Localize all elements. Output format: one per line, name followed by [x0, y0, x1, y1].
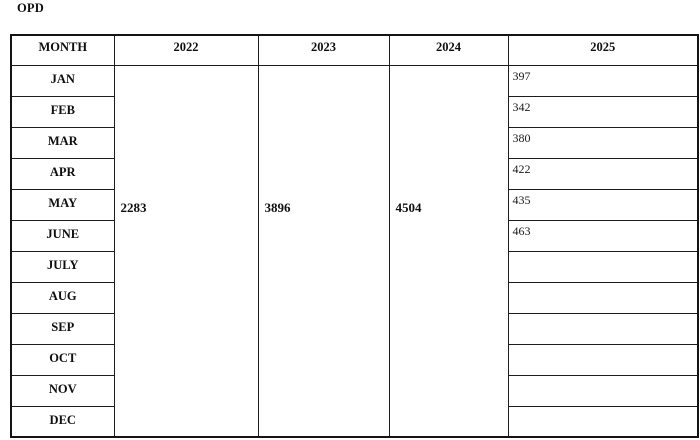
month-cell-july: JULY: [11, 251, 114, 282]
month-cell-mar: MAR: [11, 127, 114, 158]
year-total-cell-2022: 2283: [114, 65, 258, 437]
value-2025-may: 435: [508, 189, 698, 220]
opd-table: [10, 34, 699, 438]
value-2025-feb: 342: [508, 96, 698, 127]
value-2025-june: 463: [508, 220, 698, 251]
column-header-2025: 2025: [508, 35, 698, 65]
month-cell-june: JUNE: [11, 220, 114, 251]
page-title: OPD: [17, 1, 44, 15]
month-cell-aug: AUG: [11, 282, 114, 313]
column-header-2022: 2022: [114, 35, 258, 65]
month-cell-sep: SEP: [11, 313, 114, 344]
table-row: [11, 65, 698, 96]
month-cell-oct: OCT: [11, 344, 114, 375]
value-2025-jan: 397: [508, 65, 698, 96]
value-2025-july: [508, 251, 698, 282]
value-2025-dec: [508, 406, 698, 437]
value-2025-apr: 422: [508, 158, 698, 189]
month-cell-may: MAY: [11, 189, 114, 220]
value-2025-oct: [508, 344, 698, 375]
value-2025-nov: [508, 375, 698, 406]
column-header-month: MONTH: [11, 35, 114, 65]
month-cell-feb: FEB: [11, 96, 114, 127]
value-2025-aug: [508, 282, 698, 313]
year-total-cell-2023: 3896: [258, 65, 389, 437]
table-header-row: [11, 35, 698, 65]
month-cell-jan: JAN: [11, 65, 114, 96]
column-header-2023: 2023: [258, 35, 389, 65]
value-2025-sep: [508, 313, 698, 344]
month-cell-dec: DEC: [11, 406, 114, 437]
year-total-cell-2024: 4504: [389, 65, 508, 437]
month-cell-nov: NOV: [11, 375, 114, 406]
column-header-2024: 2024: [389, 35, 508, 65]
month-cell-apr: APR: [11, 158, 114, 189]
value-2025-mar: 380: [508, 127, 698, 158]
